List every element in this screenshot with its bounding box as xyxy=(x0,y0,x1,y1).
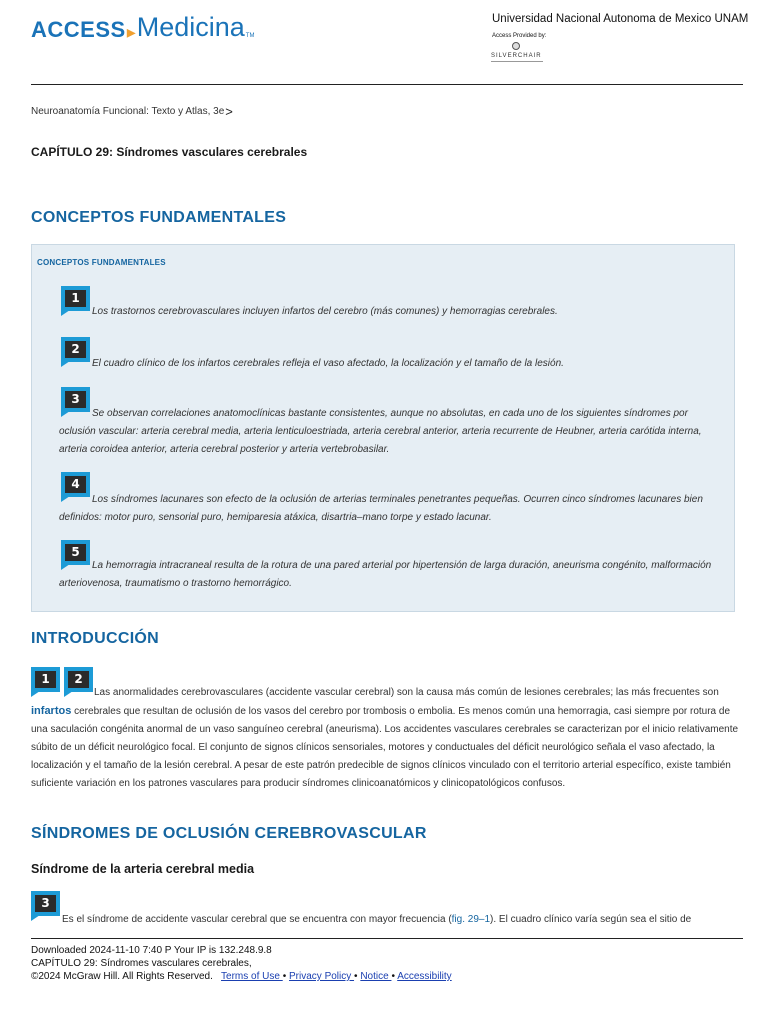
intro-number-2-icon: 2 xyxy=(64,667,93,696)
subsection-heading-arteria-cerebral-media: Síndrome de la arteria cerebral media xyxy=(31,862,255,876)
access-provided-label: Access Provided by: xyxy=(492,33,547,39)
section-heading-conceptos: CONCEPTOS FUNDAMENTALES xyxy=(31,209,287,226)
section3-number-3-icon: 3 xyxy=(31,891,60,920)
chevron-right-icon: > xyxy=(225,104,233,119)
breadcrumb[interactable] xyxy=(31,104,233,119)
silverchair-logo-icon xyxy=(512,42,520,50)
concept-item-2: El cuadro clínico de los infartos cerebrales refleja el vaso afectado, la localización y el tamaño de la lesión. xyxy=(92,358,564,369)
intro-paragraph: Las anormalidades cerebrovasculares (accidente vascular cerebral) son la causa más común de lesiones cerebrales; las más frecuentes son infartos cerebrales que resultan de oclusión de los vasos del cerebro por trombosis o embolia. Es menos común una hemorragia, casi siempre por rotura de una saculación congénita anormal de un vaso sanguíneo cerebral (aneurisma). Los accidentes vasculares cerebrales se caracterizan por el inicio relativamente súbito de un déficit neurológico focal. El conjunto de signos clínicos sensoriales, motores y conductuales del déficit neurológico señala el vaso afectado, la localización y el tamaño de la lesión cerebral. A pesar de este patrón predecible de signos clínicos vinculado con el territorio arterial específico, existe también suficiente variación en los patrones vasculares para producir síndromes clinicoanatómicos y clinicopatológicos confusos. xyxy=(31,687,739,789)
intro-number-1-icon: 1 xyxy=(31,667,60,696)
concept-number-5-icon: 5 xyxy=(61,540,90,569)
footer-divider xyxy=(31,938,743,939)
concept-number-2-icon: 2 xyxy=(61,337,90,366)
page-footer xyxy=(31,944,452,983)
page-header xyxy=(0,0,768,86)
term-infartos-link[interactable]: infartos xyxy=(31,705,72,717)
concept-number-3-icon: 3 xyxy=(61,387,90,416)
copyright-text: ©2024 McGraw Hill. All Rights Reserved. xyxy=(31,971,213,982)
logo-arrow-icon: ▸ xyxy=(126,22,136,42)
silverchair-logo: SILVERCHAIR xyxy=(491,53,542,59)
breadcrumb-book-link[interactable]: Neuroanatomía Funcional: Texto y Atlas, 3e xyxy=(31,106,225,117)
concept-item-5: La hemorragia intracraneal resulta de la rotura de una pared arterial por hipertensión de larga duración, aneurisma congénito, malformación arteriovenosa, traumatismo o trastorno hemorrágico. xyxy=(59,560,712,589)
concept-number-1-icon: 1 xyxy=(61,286,90,315)
institution-name: Universidad Nacional Autonoma de Mexico UNAM xyxy=(492,13,749,25)
section-heading-sindromes: SÍNDROMES DE OCLUSIÓN CEREBROVASCULAR xyxy=(31,825,427,842)
concept-number-4-icon: 4 xyxy=(61,472,90,501)
accessmedicina-logo[interactable]: ACCESS ▸ Medicina TM xyxy=(31,12,255,42)
concept-item-3: Se observan correlaciones anatomoclínicas bastante consistentes, aunque no absolutas, en cada uno de los siguientes síndromes por oclusión vascular: arteria cerebral media, arteria lenticuloestriada, arteria cerebral anterior, arteria recurrente de Heubner, arteria carótida interna, arteria coroidea anterior, arteria cerebral posterior y arteria vertebrobasilar. xyxy=(59,408,702,455)
accessibility-link[interactable]: Accessibility xyxy=(397,971,452,982)
silverchair-underline xyxy=(491,61,543,62)
acm-paragraph: Es el síndrome de accidente vascular cerebral que se encuentra con mayor frecuencia (fig. 29–1). El cuadro clínico varía según sea el sitio de xyxy=(62,914,692,925)
chapter-title: CAPÍTULO 29: Síndromes vasculares cerebrales xyxy=(31,145,308,159)
footer-links-row: ©2024 McGraw Hill. All Rights Reserved. Terms of Use • Privacy Policy • Notice • Accessibility xyxy=(31,971,452,982)
terms-of-use-link[interactable]: Terms of Use xyxy=(221,971,283,982)
notice-link[interactable]: Notice xyxy=(360,971,392,982)
key-concepts-box xyxy=(31,244,735,612)
key-concepts-box-title: CONCEPTOS FUNDAMENTALES xyxy=(37,258,166,267)
section-heading-introduccion: INTRODUCCIÓN xyxy=(31,630,160,647)
concept-item-1: Los trastornos cerebrovasculares incluyen infartos del cerebro (más comunes) y hemorragias cerebrales. xyxy=(92,306,558,317)
download-info: Downloaded 2024-11-10 7:40 P Your IP is 132.248.9.8 xyxy=(31,945,272,956)
footer-chapter-title: CAPÍTULO 29: Síndromes vasculares cerebrales, xyxy=(31,958,252,969)
concept-item-4: Los síndromes lacunares son efecto de la oclusión de arterias terminales penetrantes pequeñas. Ocurren cinco síndromes lacunares bien definidos: motor puro, sensorial puro, hemiparesia atáxica, disartria–mano torpe y estado lacunar. xyxy=(59,494,703,523)
privacy-policy-link[interactable]: Privacy Policy xyxy=(289,971,355,982)
figure-29-1-link[interactable]: fig. 29–1 xyxy=(451,914,491,925)
header-divider xyxy=(31,84,743,85)
